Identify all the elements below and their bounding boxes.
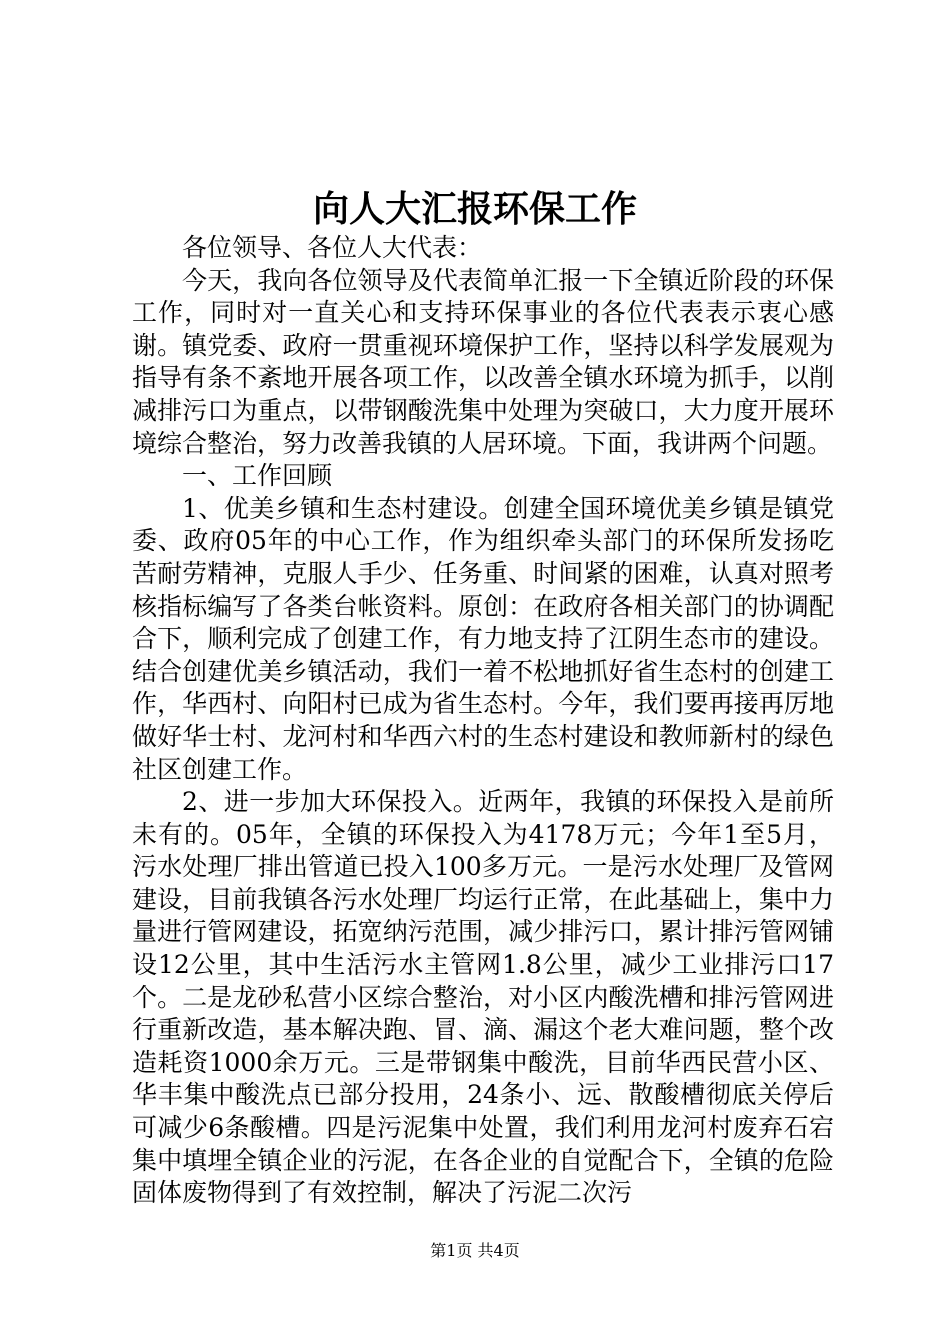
document-body [132,232,834,1210]
paragraph-intro: 今天，我向各位领导及代表简单汇报一下全镇近阶段的环保工作，同时对一直关心和支持环保事业的各位代表表示衷心感谢。镇党委、政府一贯重视环境保护工作，坚持以科学发展观为指导有条不紊地开展各项工作，以改善全镇水环境为抓手，以削减排污口为重点，以带钢酸洗集中处理为突破口，大力度开展环境综合整治，努力改善我镇的人居环境。下面，我讲两个问题。 [132,265,834,458]
paragraph-item-1: 1、优美乡镇和生态村建设。创建全国环境优美乡镇是镇党委、政府05年的中心工作，作为组织牵头部门的环保所发扬吃苦耐劳精神，克服人手少、任务重、时间紧的困难，认真对照考核指标编写了各类台帐资料。原创：在政府各相关部门的协调配合下，顺利完成了创建工作，有力地支持了江阴生态市的建设。结合创建优美乡镇活动，我们一着不松地抓好省生态村的创建工作，华西村、向阳村已成为省生态村。今年，我们要再接再厉地做好华士村、龙河村和华西六村的生态村建设和教师新村的绿色社区创建工作。 [132,493,834,784]
page-footer: 第1页 共4页 [430,1241,520,1260]
salutation: 各位领导、各位人大代表： [182,233,483,262]
document-title: 向人大汇报环保工作 [312,189,637,230]
paragraph-item-2: 2、进一步加大环保投入。近两年，我镇的环保投入是前所未有的。05年，全镇的环保投入为4178万元；今年1至5月，污水处理厂排出管道已投入100多万元。一是污水处理厂及管网建设，目前我镇各污水处理厂均运行正常，在此基础上，集中力量进行管网建设，拓宽纳污范围，减少排污口，累计排污管网铺设12公里，其中生活污水主管网1.8公里，减少工业排污口17个。二是龙砂私营小区综合整治，对小区内酸洗槽和排污管网进行重新改造，基本解决跑、冒、滴、漏这个老大难问题，整个改造耗资1000余万元。三是带钢集中酸洗，目前华西民营小区、华丰集中酸洗点已部分投用，24条小、远、散酸槽彻底关停后可减少6条酸槽。四是污泥集中处置，我们利用龙河村废弃石宕集中填埋全镇企业的污泥，在各企业的自觉配合下，全镇的危险固体废物得到了有效控制，解决了污泥二次污 [132,787,834,1208]
section-heading: 一、工作回顾 [182,461,333,491]
